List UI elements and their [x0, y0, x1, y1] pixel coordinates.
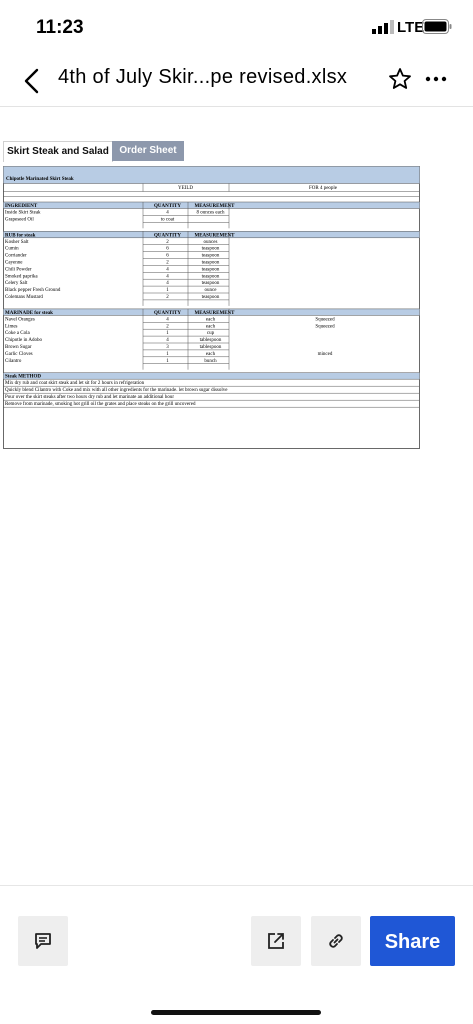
- measurement-cell: teaspoon: [201, 267, 220, 273]
- back-arrow-icon[interactable]: [20, 66, 46, 96]
- quantity-cell: 3: [166, 345, 169, 350]
- ingredient-cell: Cumin: [5, 246, 19, 252]
- quantity-cell: 6: [166, 253, 169, 259]
- quantity-cell: 1: [166, 331, 169, 337]
- yield-label: YEILD: [178, 186, 193, 191]
- ingredient-cell: Inside Skirt Steak: [5, 210, 41, 216]
- quantity-cell: 2: [166, 295, 169, 300]
- method-step: Quickly blend Cilantro with Coke and mix with all other ingredients for the marinade. let brown sugar dissolve: [5, 388, 228, 394]
- file-title: 4th of July Skir...pe revised.xlsx: [58, 66, 348, 88]
- ingredient-cell: Black pepper Fresh Ground: [5, 288, 61, 294]
- quantity-header: QUANTITY: [154, 310, 181, 316]
- ingredient-cell: Kosher Salt: [5, 239, 29, 245]
- quantity-cell: 4: [166, 317, 169, 323]
- measurement-cell: each: [205, 317, 216, 323]
- comment-icon: [33, 931, 53, 951]
- ingredient-cell: Chili Powder: [5, 267, 32, 273]
- measurement-cell: teaspoon: [201, 295, 220, 300]
- section-header: MARINADE for steak: [5, 310, 53, 316]
- network-label: LTE: [397, 19, 425, 36]
- signal-icon: [372, 20, 394, 34]
- measurement-cell: tablespoon: [199, 345, 222, 350]
- measurement-cell: teaspoon: [201, 246, 220, 252]
- ingredient-cell: Brown Sugar: [5, 345, 32, 350]
- section-header: RUB for steak: [5, 233, 36, 239]
- quantity-cell: 4: [166, 274, 169, 280]
- share-button[interactable]: Share: [370, 916, 455, 966]
- link-icon: [326, 931, 346, 951]
- open-external-icon: [266, 931, 286, 951]
- open-external-button[interactable]: [251, 916, 301, 966]
- star-icon[interactable]: [388, 67, 412, 91]
- measurement-cell: teaspoon: [201, 260, 220, 266]
- tab-skirt-steak-and-salad[interactable]: Skirt Steak and Salad: [3, 141, 113, 162]
- ingredient-cell: Coke a Cola: [5, 331, 30, 337]
- quantity-header: QUANTITY: [154, 204, 181, 209]
- measurement-cell: each: [205, 324, 216, 330]
- quantity-header: QUANTITY: [154, 233, 181, 239]
- ingredient-cell: Colemans Mustard: [5, 295, 43, 300]
- method-header: Steak METHOD: [5, 374, 41, 380]
- ingredient-cell: Cilantro: [5, 358, 22, 364]
- note-cell: minced: [317, 351, 333, 357]
- measurement-cell: bunch: [204, 358, 217, 364]
- measurement-cell: each: [205, 351, 216, 357]
- measurement-header: MEASUREMENT: [194, 233, 235, 239]
- clock: 11:23: [36, 17, 84, 38]
- status-bar: [0, 0, 473, 56]
- quantity-cell: 1: [166, 358, 169, 364]
- method-step: Mix dry rub and coat skirt steak and let sit for 2 hours in refrigeration: [5, 381, 145, 387]
- quantity-cell: 2: [166, 239, 169, 245]
- toolbar-divider: [0, 885, 473, 886]
- quantity-cell: 4: [166, 210, 169, 216]
- measurement-cell: ounces: [203, 239, 218, 245]
- measurement-header: MEASUREMENT: [194, 310, 235, 316]
- measurement-cell: teaspoon: [201, 274, 220, 280]
- comment-button[interactable]: [18, 916, 68, 966]
- ingredient-cell: Limes: [5, 324, 18, 330]
- method-step: Remove from marinade, smoking hot grill oil the grates and place steaks on the grill uncovered: [5, 402, 196, 408]
- quantity-cell: 4: [166, 267, 169, 273]
- spreadsheet-preview: [3, 166, 420, 450]
- home-indicator: [151, 1010, 321, 1015]
- quantity-cell: 2: [166, 324, 169, 330]
- quantity-cell: 2: [166, 260, 169, 266]
- method-header-band: [4, 373, 420, 380]
- measurement-cell: cup: [206, 331, 215, 337]
- quantity-cell: 4: [166, 281, 169, 287]
- more-options-icon[interactable]: [424, 70, 448, 88]
- method-step: Pour over the skirt steaks after two hours dry rub and let marinate an additional hour: [5, 395, 174, 401]
- ingredient-cell: Navel Oranges: [5, 317, 35, 323]
- note-cell: Squeezed: [315, 324, 335, 330]
- section-header: INGREDIENT: [5, 204, 38, 209]
- ingredient-cell: Garlic Cloves: [5, 351, 33, 357]
- ingredient-cell: Smoked paprika: [5, 274, 38, 280]
- measurement-cell: ounce: [204, 288, 217, 294]
- ingredient-cell: Cayenne: [5, 260, 23, 266]
- quantity-cell: 1: [166, 288, 169, 294]
- measurement-cell: teaspoon: [201, 253, 220, 259]
- measurement-cell: 8 ounces each: [196, 210, 225, 216]
- ingredient-cell: Corriander: [5, 253, 27, 259]
- sheet-title: Chipotle Marinated Skirt Steak: [6, 177, 74, 182]
- ingredient-cell: Celery Salt: [5, 281, 28, 287]
- quantity-cell: to coat: [160, 217, 175, 223]
- header-divider: [0, 106, 473, 107]
- quantity-cell: 1: [166, 351, 169, 357]
- measurement-header: MEASUREMENT: [194, 204, 235, 209]
- copy-link-button[interactable]: [311, 916, 361, 966]
- quantity-cell: 6: [166, 246, 169, 252]
- yield-value: FOR 4 people: [308, 186, 338, 191]
- tab-order-sheet[interactable]: Order Sheet: [112, 141, 184, 161]
- battery-icon: [422, 19, 452, 34]
- note-cell: Squeezed: [315, 317, 335, 323]
- measurement-cell: teaspoon: [201, 281, 220, 287]
- nav-header: [0, 58, 473, 104]
- measurement-cell: tablespoon: [199, 338, 222, 344]
- ingredient-cell: Chipotle in Adobo: [5, 338, 42, 344]
- quantity-cell: 4: [166, 338, 169, 344]
- ingredient-cell: Grapeseed Oil: [5, 217, 34, 223]
- spreadsheet-grid: [3, 166, 420, 450]
